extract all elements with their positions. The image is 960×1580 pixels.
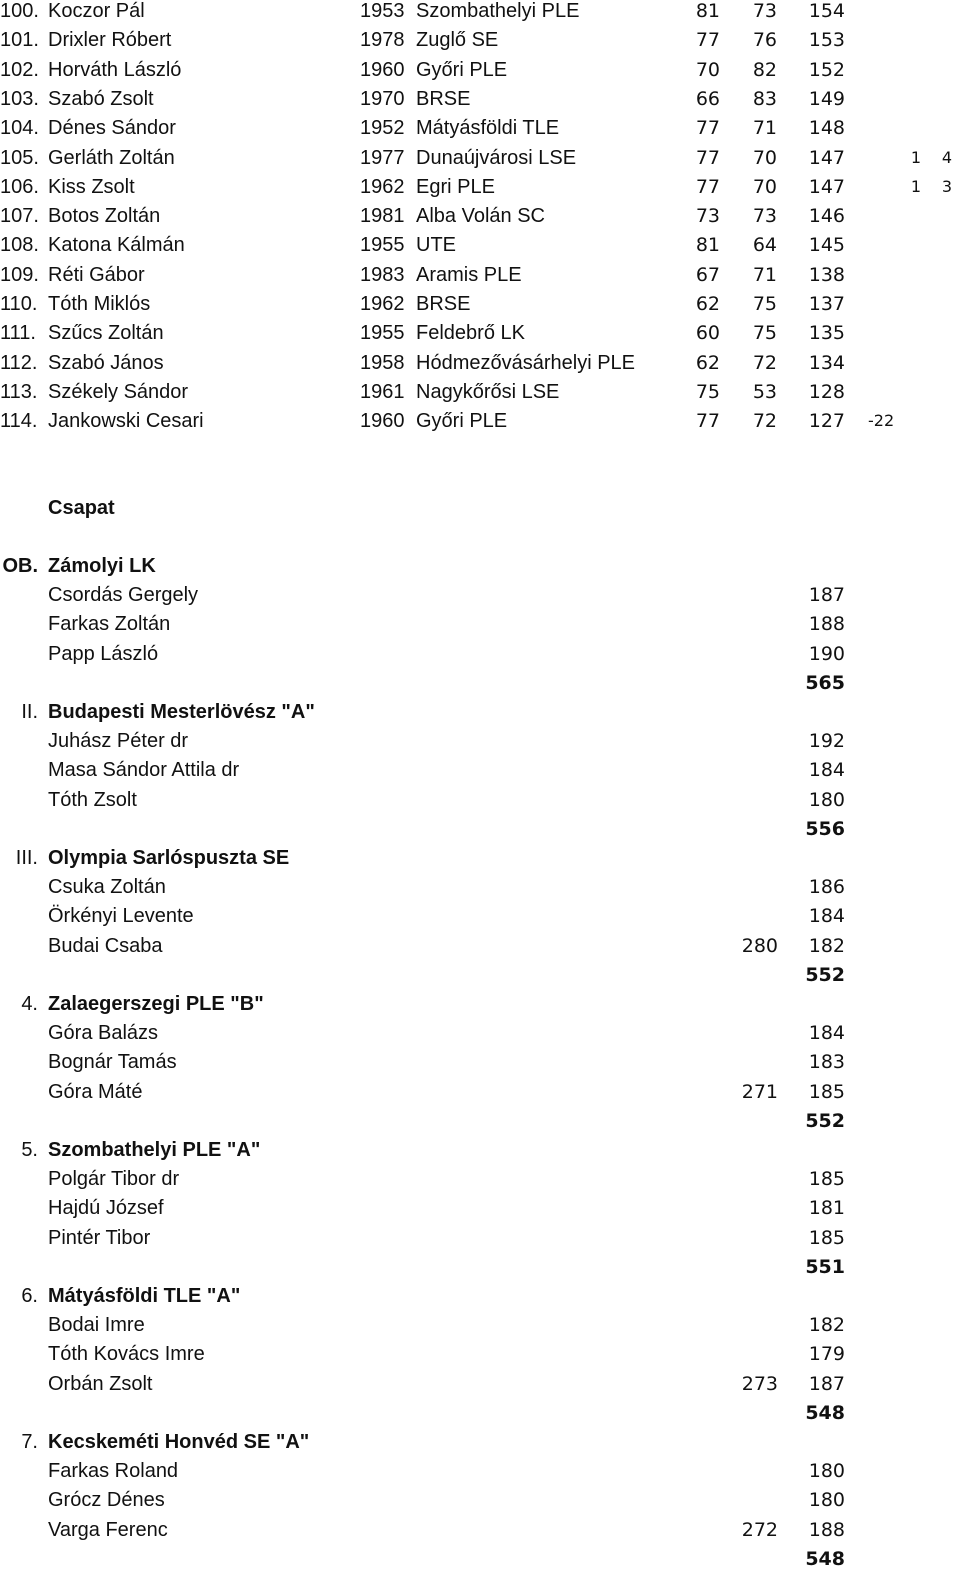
series-1-score: 62: [695, 351, 720, 374]
member-name: Orbán Zsolt: [48, 1372, 153, 1395]
competitor-name: Katona Kálmán: [48, 234, 185, 257]
series-1-score: 75: [695, 380, 720, 403]
rank: 111.: [0, 322, 36, 345]
team-name: Szombathelyi PLE "A": [48, 1139, 261, 1161]
member-name: Hajdú József: [48, 1197, 164, 1220]
result-row: [0, 176, 960, 205]
club-name: Feldebrő LK: [416, 322, 525, 345]
member-score: 188: [808, 613, 845, 636]
member-name: Csuka Zoltán: [48, 876, 166, 899]
series-1-score: 77: [695, 146, 720, 169]
series-2-score: 73: [752, 0, 777, 22]
member-score: 182: [808, 1314, 845, 1337]
result-row: [0, 293, 960, 322]
series-1-score: 60: [695, 322, 720, 345]
series-2-score: 75: [752, 322, 777, 345]
team-name: Zalaegerszegi PLE "B": [48, 993, 264, 1015]
team-member-row: [0, 905, 960, 934]
series-2-score: 75: [752, 293, 777, 315]
series-2-score: 70: [752, 146, 777, 169]
result-row: [0, 59, 960, 88]
series-1-score: 73: [695, 205, 720, 228]
member-score: 190: [808, 642, 845, 665]
total-score: 147: [808, 146, 845, 169]
member-score: 187: [808, 584, 845, 607]
team-member-row: [0, 1343, 960, 1372]
rank: 110.: [0, 293, 38, 315]
team-name: Olympia Sarlóspuszta SE: [48, 847, 290, 869]
birth-year: 1955: [360, 234, 405, 257]
competitor-name: Dénes Sándor: [48, 117, 176, 140]
team-member-row: [0, 1373, 960, 1402]
club-name: Szombathelyi PLE: [416, 0, 580, 22]
result-row: [0, 29, 960, 58]
member-score: 184: [808, 1022, 845, 1045]
series-1-score: 70: [695, 58, 720, 81]
rank: 106.: [0, 175, 39, 198]
team-total: 548: [805, 1401, 845, 1424]
birth-year: 1952: [360, 117, 405, 140]
series-2-score: 64: [752, 234, 777, 257]
team-place: III.: [15, 847, 38, 869]
result-row: [0, 381, 960, 410]
total-score: 137: [808, 293, 845, 315]
team-name: Zámolyi LK: [48, 555, 156, 577]
member-name: Pintér Tibor: [48, 1226, 151, 1249]
extra-value: -22: [868, 411, 895, 431]
team-total-row: [0, 1256, 960, 1285]
birth-year: 1983: [360, 263, 405, 286]
team-header-row: [0, 1431, 960, 1460]
result-row: [0, 147, 960, 176]
series-1-score: 77: [695, 117, 720, 140]
member-score: 185: [808, 1168, 845, 1191]
competitor-name: Szabó János: [48, 351, 164, 374]
series-1-score: 66: [695, 87, 720, 110]
team-total: 556: [805, 817, 845, 840]
rank: 114.: [0, 410, 38, 433]
team-name: Budapesti Mesterlövész "A": [48, 701, 315, 723]
team-place: II.: [21, 701, 38, 723]
total-score: 154: [808, 0, 845, 22]
birth-year: 1961: [360, 380, 405, 403]
team-total: 552: [805, 963, 845, 986]
team-member-row: [0, 1519, 960, 1548]
shootoff-value: 4: [941, 147, 952, 167]
team-member-row: [0, 1051, 960, 1080]
member-name: Bodai Imre: [48, 1314, 145, 1337]
result-row: [0, 88, 960, 117]
member-score: 188: [808, 1518, 845, 1541]
series-1-score: 81: [695, 234, 720, 257]
team-section-heading: Csapat: [48, 497, 115, 519]
competitor-name: Horváth László: [48, 58, 182, 81]
team-member-row: [0, 876, 960, 905]
member-name: Polgár Tibor dr: [48, 1168, 180, 1191]
team-member-row: [0, 1489, 960, 1518]
member-name: Tóth Zsolt: [48, 788, 137, 811]
series-1-score: 67: [695, 263, 720, 286]
member-score: 192: [808, 730, 845, 753]
member-name: Tóth Kovács Imre: [48, 1343, 205, 1366]
series-2-score: 72: [752, 351, 777, 374]
team-place: 7.: [21, 1431, 38, 1453]
competitor-name: Jankowski Cesari: [48, 410, 204, 433]
total-score: 149: [808, 87, 845, 110]
team-total-row: [0, 672, 960, 701]
team-member-row: [0, 1460, 960, 1489]
rank: 107.: [0, 205, 39, 228]
birth-year: 1977: [360, 146, 405, 169]
team-total-row: [0, 1402, 960, 1431]
total-score: 146: [808, 205, 845, 228]
series-2-score: 83: [752, 87, 777, 110]
result-row: [0, 410, 960, 439]
team-total-row: [0, 1110, 960, 1139]
member-name: Masa Sándor Attila dr: [48, 759, 240, 782]
team-member-row: [0, 1197, 960, 1226]
club-name: BRSE: [416, 293, 471, 315]
team-place: 4.: [21, 993, 38, 1015]
series-2-score: 71: [752, 117, 777, 140]
total-score: 134: [808, 351, 845, 374]
series-2-score: 53: [752, 380, 777, 403]
team-name: Kecskeméti Honvéd SE "A": [48, 1431, 310, 1453]
total-score: 152: [808, 58, 845, 81]
team-place: 6.: [21, 1285, 38, 1307]
club-name: Mátyásföldi TLE: [416, 117, 560, 140]
member-name: Bognár Tamás: [48, 1051, 177, 1074]
series-1-score: 77: [695, 175, 720, 198]
total-score: 153: [808, 29, 845, 52]
club-name: Aramis PLE: [416, 263, 522, 286]
member-score: 183: [808, 1051, 845, 1074]
member-name: Farkas Zoltán: [48, 613, 171, 636]
team-header-row: [0, 993, 960, 1022]
rank: 113.: [0, 380, 38, 403]
series-2-score: 76: [752, 29, 777, 52]
birth-year: 1981: [360, 205, 405, 228]
competitor-name: Gerláth Zoltán: [48, 146, 175, 169]
birth-year: 1960: [360, 58, 405, 81]
team-member-row: [0, 1314, 960, 1343]
rank: 103.: [0, 87, 39, 110]
club-name: Győri PLE: [416, 410, 508, 433]
member-name: Papp László: [48, 642, 159, 665]
rank: 104.: [0, 117, 39, 140]
competitor-name: Tóth Miklós: [48, 293, 151, 315]
member-score: 182: [808, 934, 845, 957]
team-header-row: [0, 555, 960, 584]
rank: 101.: [0, 29, 39, 52]
club-name: UTE: [416, 234, 456, 257]
result-row: [0, 234, 960, 263]
total-score: 135: [808, 322, 845, 345]
series-1-score: 77: [695, 410, 720, 433]
team-member-row: [0, 584, 960, 613]
team-member-row: [0, 1081, 960, 1110]
birth-year: 1978: [360, 29, 405, 52]
member-score: 180: [808, 1489, 845, 1512]
member-score: 186: [808, 876, 845, 899]
result-row: [0, 205, 960, 234]
member-score: 184: [808, 759, 845, 782]
result-row: [0, 264, 960, 293]
team-header-row: [0, 1139, 960, 1168]
result-row: [0, 352, 960, 381]
team-total: 565: [805, 671, 845, 694]
series-2-score: 70: [752, 175, 777, 198]
member-name: Varga Ferenc: [48, 1518, 168, 1541]
result-row: [0, 322, 960, 351]
team-total: 552: [805, 1109, 845, 1132]
team-place: 5.: [21, 1139, 38, 1161]
competitor-name: Kiss Zsolt: [48, 175, 135, 198]
result-row: [0, 117, 960, 146]
team-total: 548: [805, 1547, 845, 1570]
member-subtotal: 273: [741, 1372, 778, 1395]
birth-year: 1953: [360, 0, 405, 22]
team-total-row: [0, 964, 960, 993]
team-header-row: [0, 847, 960, 876]
result-row: [0, 0, 960, 29]
member-name: Juhász Péter dr: [48, 730, 189, 753]
team-total-row: [0, 818, 960, 847]
competitor-name: Réti Gábor: [48, 263, 145, 286]
birth-year: 1960: [360, 410, 405, 433]
team-header-row: [0, 1285, 960, 1314]
birth-year: 1955: [360, 322, 405, 345]
club-name: BRSE: [416, 87, 471, 110]
rank: 105.: [0, 146, 39, 169]
birth-year: 1970: [360, 87, 405, 110]
member-subtotal: 272: [741, 1518, 778, 1541]
competitor-name: Szűcs Zoltán: [48, 322, 164, 345]
club-name: Nagykőrősi LSE: [416, 380, 560, 403]
team-member-row: [0, 1168, 960, 1197]
total-score: 138: [808, 263, 845, 286]
competitor-name: Botos Zoltán: [48, 205, 161, 228]
competitor-name: Székely Sándor: [48, 380, 189, 403]
series-2-score: 82: [752, 58, 777, 81]
member-score: 187: [808, 1372, 845, 1395]
total-score: 128: [808, 380, 845, 403]
member-score: 181: [808, 1197, 845, 1220]
member-score: 180: [808, 1460, 845, 1483]
team-member-row: [0, 730, 960, 759]
series-2-score: 73: [752, 205, 777, 228]
member-subtotal: 271: [741, 1080, 778, 1103]
member-name: Farkas Roland: [48, 1460, 179, 1483]
team-total: 551: [805, 1255, 845, 1278]
shootoff-value: 1: [910, 176, 921, 196]
series-1-score: 62: [695, 293, 720, 315]
club-name: Hódmezővásárhelyi PLE: [416, 351, 635, 374]
club-name: Dunaújvárosi LSE: [416, 146, 577, 169]
rank: 112.: [0, 351, 38, 374]
rank: 108.: [0, 234, 39, 257]
member-name: Grócz Dénes: [48, 1489, 165, 1512]
competitor-name: Drixler Róbert: [48, 29, 172, 52]
member-score: 184: [808, 905, 845, 928]
team-member-row: [0, 1022, 960, 1051]
rank: 100.: [0, 0, 39, 22]
competitor-name: Koczor Pál: [48, 0, 145, 22]
total-score: 127: [808, 410, 845, 433]
team-member-row: [0, 643, 960, 672]
series-1-score: 77: [695, 29, 720, 52]
club-name: Egri PLE: [416, 175, 495, 198]
team-place: OB.: [2, 555, 38, 577]
member-score: 180: [808, 788, 845, 811]
team-header-row: [0, 701, 960, 730]
total-score: 148: [808, 117, 845, 140]
shootoff-value: 1: [910, 147, 921, 167]
team-member-row: [0, 789, 960, 818]
team-member-row: [0, 613, 960, 642]
team-name: Mátyásföldi TLE "A": [48, 1285, 241, 1307]
rank: 102.: [0, 58, 39, 81]
member-score: 185: [808, 1226, 845, 1249]
birth-year: 1958: [360, 351, 405, 374]
club-name: Győri PLE: [416, 58, 508, 81]
member-name: Örkényi Levente: [48, 905, 194, 928]
series-2-score: 72: [752, 410, 777, 433]
series-1-score: 81: [695, 0, 720, 22]
rank: 109.: [0, 263, 39, 286]
team-member-row: [0, 935, 960, 964]
birth-year: 1962: [360, 293, 405, 315]
member-subtotal: 280: [741, 934, 778, 957]
member-name: Csordás Gergely: [48, 584, 199, 607]
member-name: Budai Csaba: [48, 934, 163, 957]
member-score: 179: [808, 1343, 845, 1366]
series-2-score: 71: [752, 263, 777, 286]
member-name: Góra Máté: [48, 1080, 143, 1103]
total-score: 145: [808, 234, 845, 257]
team-total-row: [0, 1548, 960, 1577]
team-member-row: [0, 1227, 960, 1256]
member-score: 185: [808, 1080, 845, 1103]
total-score: 147: [808, 175, 845, 198]
club-name: Alba Volán SC: [416, 205, 545, 228]
member-name: Góra Balázs: [48, 1022, 159, 1045]
shootoff-value: 3: [941, 176, 952, 196]
birth-year: 1962: [360, 175, 405, 198]
competitor-name: Szabó Zsolt: [48, 87, 154, 110]
club-name: Zuglő SE: [416, 29, 499, 52]
team-member-row: [0, 759, 960, 788]
